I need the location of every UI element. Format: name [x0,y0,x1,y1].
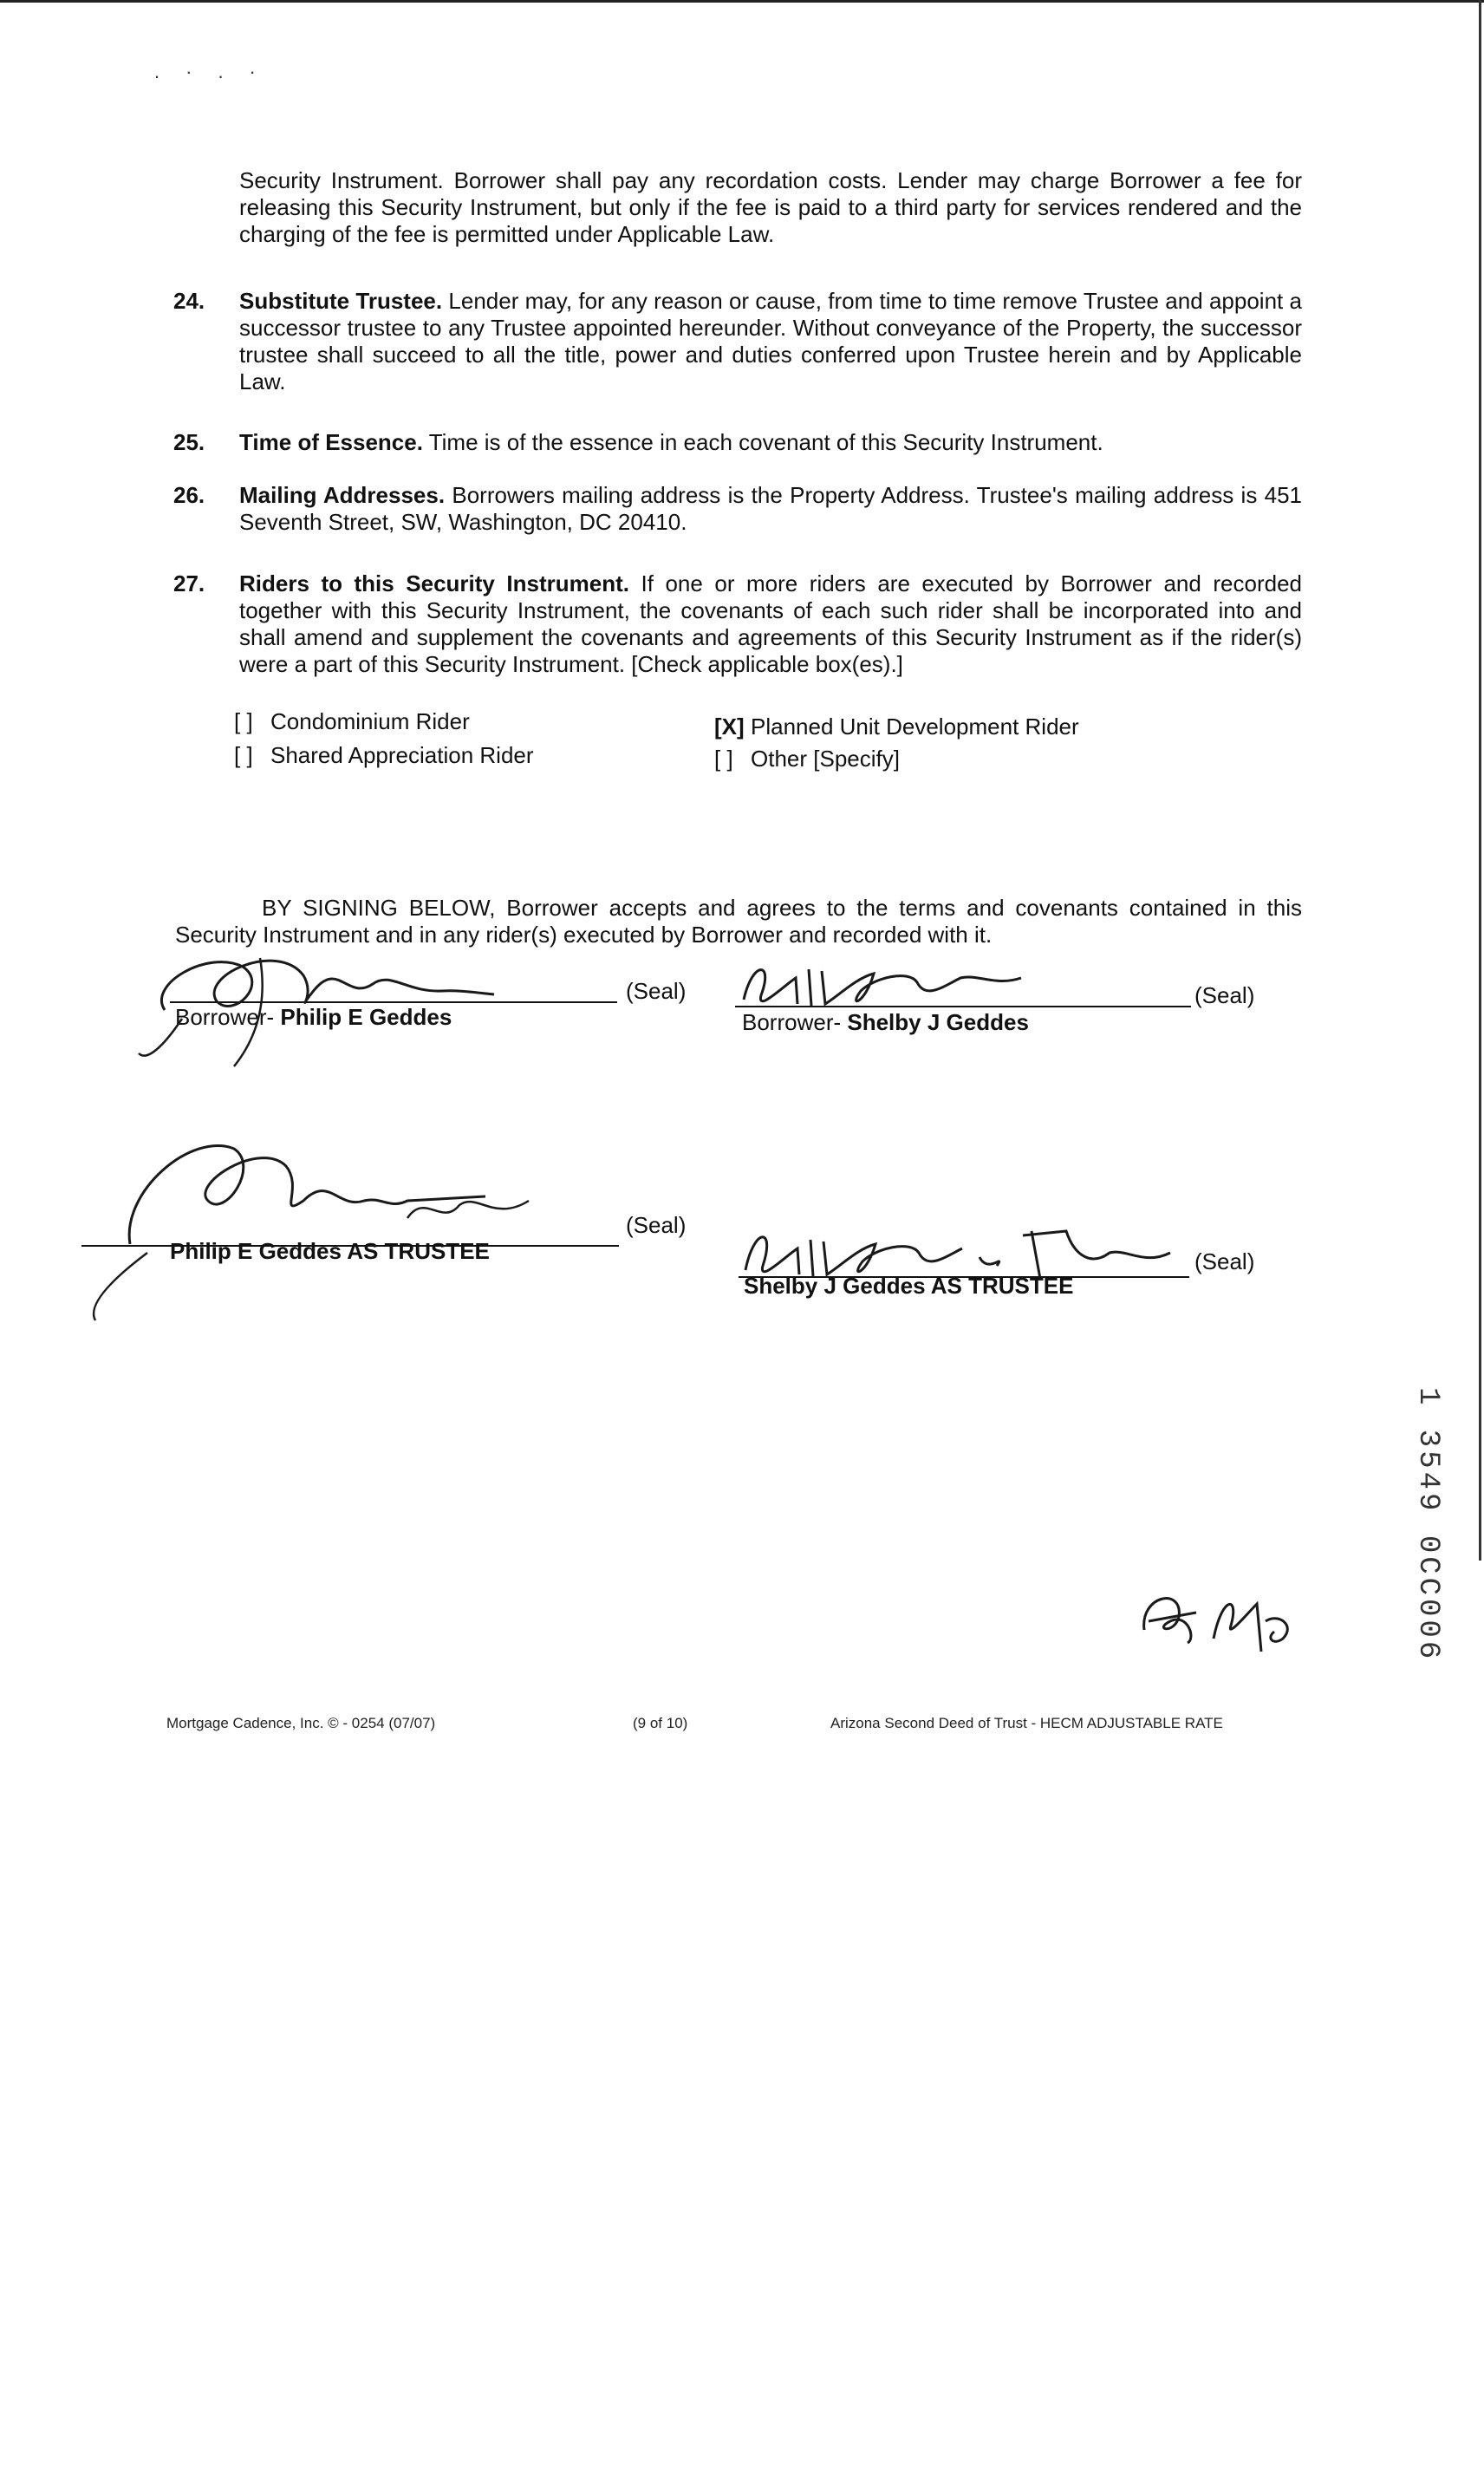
footer-right: Arizona Second Deed of Trust - HECM ADJUSTABLE RATE [830,1715,1223,1731]
signature-shelby-trustee [737,1214,1188,1296]
rider-checkbox: [X] [714,714,745,740]
rider-shared-appreciation [234,742,534,768]
seal-label: (Seal) [1194,1248,1255,1274]
seal-label: (Seal) [626,978,687,1004]
section-heading: Riders to this Security Instrument. [239,570,629,596]
right-scan-edge [1479,0,1481,1561]
section-text: Borrowers mailing address is the Property Address. Trustee's mailing address is 451 Seventh Street, SW, Washington, DC 20410. [239,482,1302,535]
signing-statement: BY SIGNING BELOW, Borrower accepts and agrees to the terms and covenants contained in this Security Instrument and in any rider(s) executed by Borrower and recorded with it. [175,895,1302,948]
section-heading: Mailing Addresses. [239,482,446,508]
signature-philip [130,923,529,1075]
footer-left: Mortgage Cadence, Inc. © - 0254 (07/07) [166,1715,436,1731]
signer-philip-trustee: Philip E Geddes AS TRUSTEE [170,1238,490,1264]
section-heading: Substitute Trustee. [239,288,443,314]
signature-philip-trustee [78,1114,563,1326]
section-number: 24. [173,288,205,314]
section-26 [173,482,1302,536]
rider-other [714,746,900,772]
section-text: Time is of the essence in each covenant of this Security Instrument. [428,429,1103,455]
signature-shelby [735,952,1047,1026]
section-text: If one or more riders are executed by Borrower and recorded together with this Security Instrument, the covenants of each such rider shall be incorporated into and shall amend and supplement the covenants and agreements of this Security Instrument as if the rider(s) were a part of this Security Instrument. [Check applicable box(es).] [239,570,1302,677]
section-number: 26. [173,482,205,508]
footer-page-number: (9 of 10) [633,1715,688,1731]
intro-paragraph: Security Instrument. Borrower shall pay any recordation costs. Lender may charge Borrower a fee for releasing this Security Instrument, but only if the fee is paid to a third party for services rendered and the charging of the fee is permitted under Applicable Law. [239,167,1302,247]
section-24 [173,288,1302,395]
rider-checkbox: [ ] [234,742,253,768]
scan-specks: .·.· [154,61,282,82]
rider-planned-unit-development [714,714,1079,740]
seal-label: (Seal) [626,1212,687,1238]
signer-role: Borrower- [175,1004,275,1030]
section-text: Lender may, for any reason or cause, from time to time remove Trustee and appoint a successor trustee to any Trustee appointed hereunder. Without conveyance of the Property, the successor trustee shall succeed to all the title, power and duties conferred upon Trustee herein and by Applicable Law. [239,288,1303,394]
seal-label: (Seal) [1194,982,1255,1008]
top-scan-edge [0,0,1484,3]
signer-name: Shelby J Geddes [847,1009,1029,1035]
rider-checkbox: [ ] [714,746,733,772]
section-number: 25. [173,429,205,455]
signer-name: Philip E Geddes [280,1004,452,1030]
rider-label: Condominium Rider [270,708,470,734]
rider-label: Planned Unit Development Rider [751,714,1079,740]
rider-label: Other [Specify] [751,746,900,772]
signer-shelby-trustee: Shelby J Geddes AS TRUSTEE [744,1273,1074,1299]
section-number: 27. [173,570,205,596]
rider-condominium [234,708,470,734]
section-25 [173,429,1302,456]
initials [1136,1578,1300,1660]
section-heading: Time of Essence. [239,429,423,455]
rider-label: Shared Appreciation Rider [270,742,534,768]
rider-checkbox: [ ] [234,708,253,734]
signer-role: Borrower- [742,1009,842,1035]
section-27 [173,570,1302,678]
recording-stamp: 1 3549 0CC006 [1411,1387,1444,1663]
